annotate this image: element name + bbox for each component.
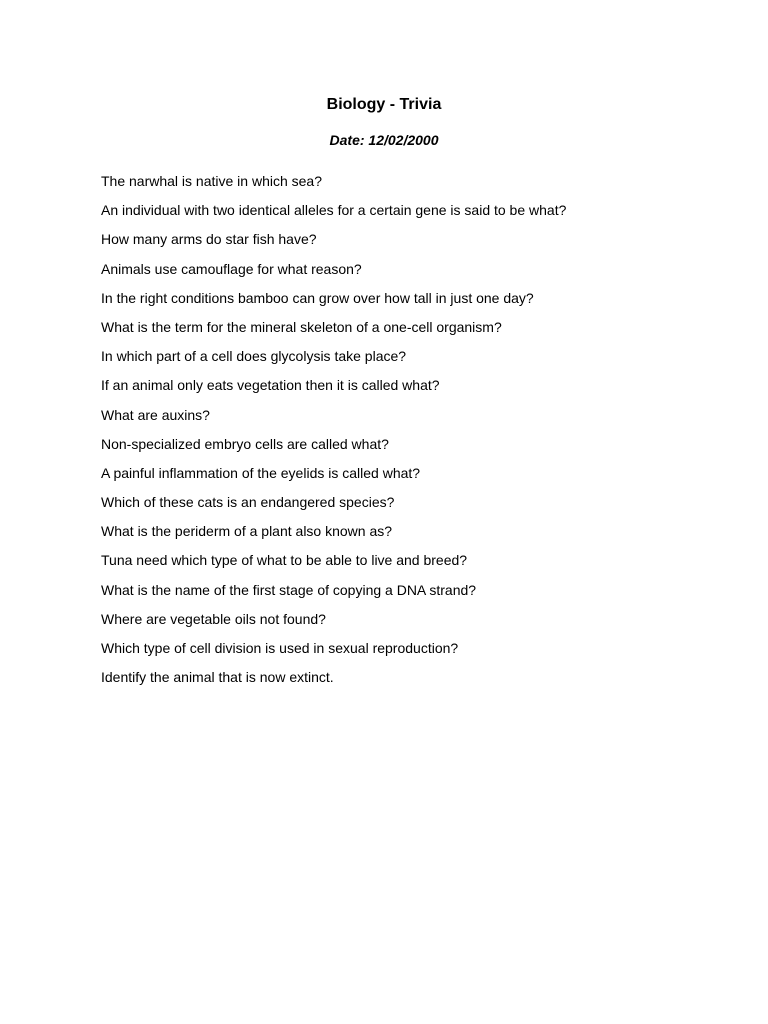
question-item: What are auxins? [101, 406, 210, 423]
question-list [101, 172, 721, 697]
question-item: What is the term for the mineral skeleton of a one-cell organism? [101, 318, 502, 335]
question-item: What is the periderm of a plant also known as? [101, 523, 393, 540]
question-item: Where are vegetable oils not found? [101, 610, 326, 627]
question-item: Tuna need which type of what to be able to live and breed? [101, 552, 468, 569]
question-item: What is the name of the first stage of copying a DNA strand? [101, 581, 477, 598]
question-item: Non-specialized embryo cells are called what? [101, 435, 389, 452]
question-item: If an animal only eats vegetation then it is called what? [101, 377, 440, 394]
question-item: In the right conditions bamboo can grow over how tall in just one day? [101, 289, 534, 306]
question-item: Which of these cats is an endangered species? [101, 494, 395, 511]
question-item: Animals use camouflage for what reason? [101, 260, 362, 277]
question-item: A painful inflammation of the eyelids is called what? [101, 464, 421, 481]
question-item: Which type of cell division is used in sexual reproduction? [101, 640, 459, 656]
question-item: The narwhal is native in which sea? [101, 173, 323, 189]
document-date: Date: 12/02/2000 [329, 132, 439, 148]
question-item: How many arms do star fish have? [101, 231, 317, 248]
question-item: Identify the animal that is now extinct. [101, 669, 334, 686]
question-item: An individual with two identical alleles for a certain gene is said to be what? [101, 202, 567, 219]
document-title: Biology - Trivia [326, 96, 442, 113]
question-item: In which part of a cell does glycolysis take place? [101, 348, 407, 365]
